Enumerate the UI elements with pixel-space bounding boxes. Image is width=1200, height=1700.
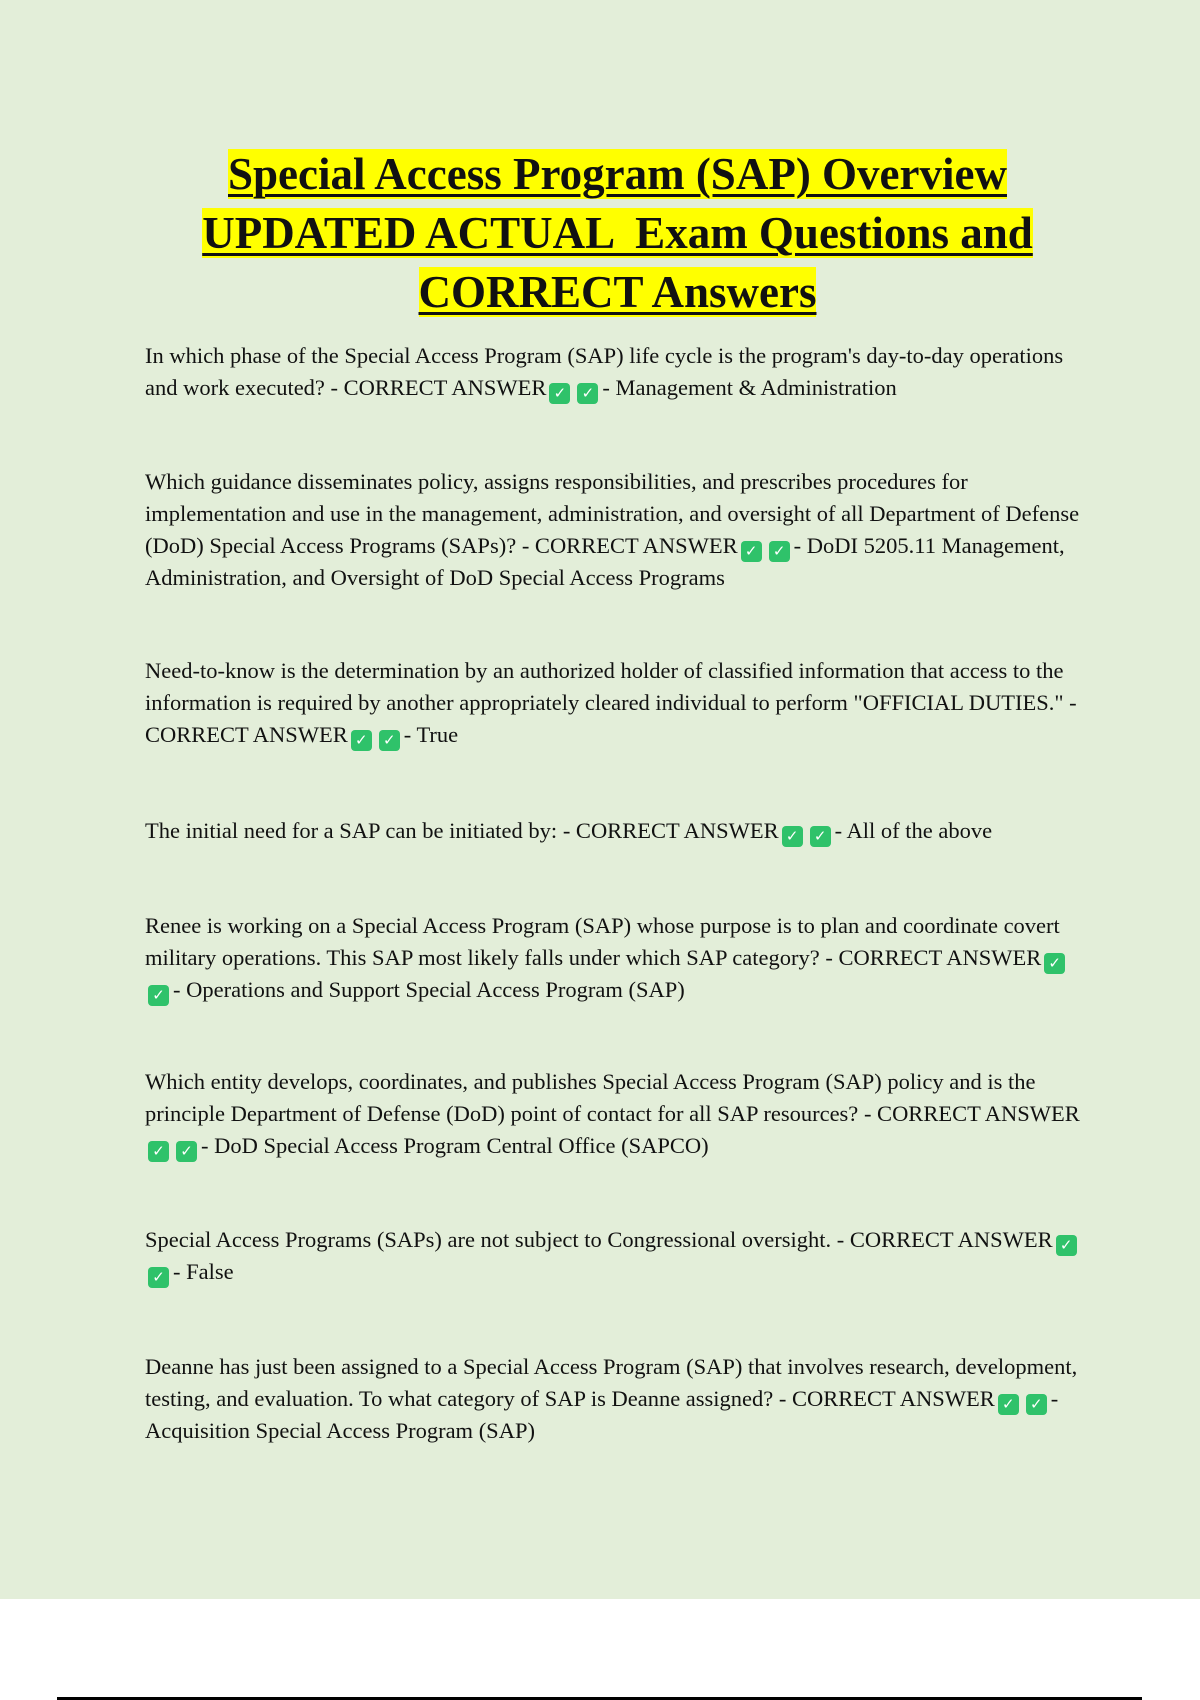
question-text: Which entity develops, coordinates, and publishes Special Access Program (SAP) policy and is the principle Department of Defense (DoD) point of contact for all SAP resources? — [145, 1069, 1036, 1126]
correct-answer-label: - CORRECT ANSWER — [825, 945, 1042, 970]
qa-item — [145, 1066, 1090, 1162]
answer-text: - Acquisition Special Access Program (SAP) — [145, 1386, 1059, 1443]
answer-text: - DoD Special Access Program Central Office (SAPCO) — [201, 1133, 709, 1158]
question-text: Special Access Programs (SAPs) are not subject to Congressional oversight. — [145, 1227, 832, 1252]
answer-text: - DoDI 5205.11 Management, Administration, and Oversight of DoD Special Access Programs — [145, 533, 1065, 590]
answer-text: - Operations and Support Special Access Program (SAP) — [173, 977, 685, 1002]
qa-item — [145, 910, 1090, 1006]
answer-text: - All of the above — [834, 818, 993, 843]
question-text: Renee is working on a Special Access Program (SAP) whose purpose is to plan and coordinate covert military operations. This SAP most likely falls under which SAP category? — [145, 913, 1060, 970]
answer-text: - False — [173, 1259, 234, 1284]
check-mark-icon: ✓ — [351, 730, 372, 751]
check-mark-icon: ✓ — [741, 541, 762, 562]
check-mark-icon: ✓ — [148, 1141, 169, 1162]
correct-answer-label: - CORRECT ANSWER — [145, 690, 1077, 747]
question-text: In which phase of the Special Access Program (SAP) life cycle is the program's day-to-day operations and work executed? — [145, 343, 1064, 400]
qa-item — [145, 1351, 1090, 1447]
check-mark-icon: ✓ — [998, 1394, 1019, 1415]
check-mark-icon: ✓ — [148, 1267, 169, 1288]
qa-item — [145, 466, 1090, 594]
correct-answer-label: - CORRECT ANSWER — [863, 1101, 1080, 1126]
qa-item — [145, 1224, 1090, 1288]
question-text: Need-to-know is the determination by an authorized holder of classified information that access to the information is required by another appropriately cleared individual to perform "OFFICIAL DUTIES." — [145, 658, 1064, 715]
qa-item — [145, 340, 1090, 404]
check-mark-icon: ✓ — [810, 826, 831, 847]
question-text: The initial need for a SAP can be initiated by: — [145, 818, 558, 843]
check-mark-icon: ✓ — [1056, 1235, 1077, 1256]
correct-answer-label: - CORRECT ANSWER — [521, 533, 738, 558]
check-mark-icon: ✓ — [577, 383, 598, 404]
check-mark-icon: ✓ — [148, 985, 169, 1006]
title-line: CORRECT Answers — [418, 267, 817, 317]
title-line: UPDATED ACTUAL Exam Questions and — [202, 208, 1033, 258]
answer-text: - Management & Administration — [602, 375, 897, 400]
correct-answer-label: - CORRECT ANSWER — [562, 818, 779, 843]
question-text: Deanne has just been assigned to a Special Access Program (SAP) that involves research, development, testing, and evaluation. To what category of SAP is Deanne assigned? — [145, 1354, 1078, 1411]
check-mark-icon: ✓ — [769, 541, 790, 562]
document-title — [0, 145, 1200, 322]
check-mark-icon: ✓ — [549, 383, 570, 404]
correct-answer-label: - CORRECT ANSWER — [778, 1386, 995, 1411]
correct-answer-label: - CORRECT ANSWER — [836, 1227, 1053, 1252]
qa-item — [145, 655, 1090, 751]
check-mark-icon: ✓ — [379, 730, 400, 751]
check-mark-icon: ✓ — [782, 826, 803, 847]
check-mark-icon: ✓ — [176, 1141, 197, 1162]
title-line: Special Access Program (SAP) Overview — [228, 149, 1007, 199]
qa-item — [145, 815, 1090, 847]
check-mark-icon: ✓ — [1026, 1394, 1047, 1415]
answer-text: - True — [403, 722, 459, 747]
correct-answer-label: - CORRECT ANSWER — [330, 375, 547, 400]
check-mark-icon: ✓ — [1044, 953, 1065, 974]
question-text: Which guidance disseminates policy, assigns responsibilities, and prescribes procedures for implementation and use in the management, administration, and oversight of all Department of Defense (DoD) Special Access Programs (SAPs)? — [145, 469, 1080, 558]
